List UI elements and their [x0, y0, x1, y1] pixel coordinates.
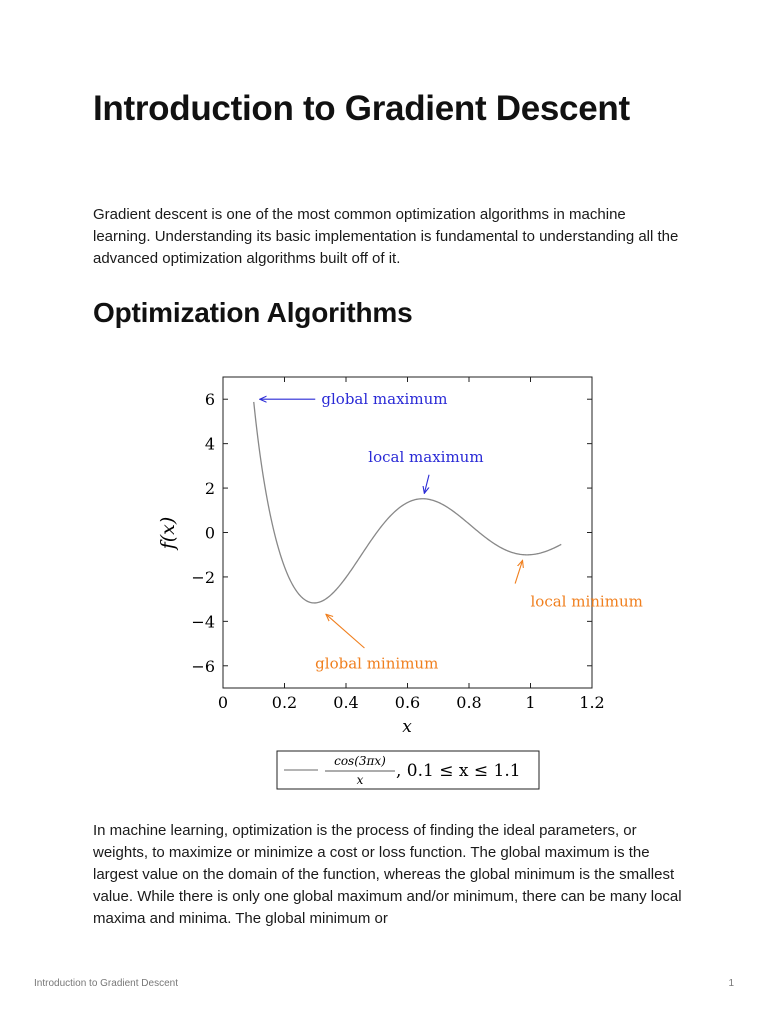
- y-tick-label: −6: [191, 656, 215, 676]
- x-tick-label: 0: [217, 693, 229, 712]
- y-tick-label: 2: [204, 479, 215, 499]
- x-axis-label: x: [402, 717, 412, 737]
- x-tick-label: 0.6: [394, 693, 421, 712]
- footer-page-number: 1: [728, 978, 734, 989]
- y-tick-label: −2: [191, 567, 215, 587]
- annotation-label: global minimum: [315, 654, 439, 673]
- function-curve: [254, 402, 562, 603]
- y-tick-label: 6: [204, 390, 215, 410]
- y-tick-label: 4: [204, 434, 215, 454]
- section-heading: Optimization Algorithms: [93, 297, 413, 328]
- footer-doc-title: Introduction to Gradient Descent: [34, 978, 178, 989]
- y-tick-label: 0: [204, 523, 215, 543]
- y-tick-label: −4: [191, 612, 215, 632]
- annotation-label: local minimum: [530, 592, 643, 611]
- x-tick-label: 1.2: [579, 693, 605, 712]
- y-axis-label: f(x): [157, 516, 179, 550]
- function-plot: [140, 360, 643, 800]
- x-tick-label: 0.8: [456, 693, 482, 712]
- annotation-arrow: [515, 560, 522, 583]
- legend-numerator: cos(3πx): [334, 754, 386, 768]
- legend-denominator: x: [356, 773, 364, 787]
- x-tick-label: 0.4: [333, 693, 359, 712]
- annotation-label: local maximum: [368, 447, 484, 466]
- annotation-arrow: [326, 614, 365, 648]
- x-tick-label: 1: [525, 693, 536, 712]
- plot-frame: [223, 377, 592, 688]
- annotation-label: global maximum: [321, 390, 448, 409]
- legend-range: , 0.1 ≤ x ≤ 1.1: [396, 761, 521, 781]
- body-paragraph: In machine learning, optimization is the process of finding the ideal parameters, or weights, to maximize or minimize a cost or loss function. The global maximum is the largest value on the domain of the function, whereas the global minimum is the smallest value. While there is only one global maximum and/or minimum, there can be many local maxima and minima. The global minimum or: [93, 822, 682, 927]
- intro-paragraph: Gradient descent is one of the most common optimization algorithms in machine learning. Understanding its basic implementation is fundamental to understanding all the advanced optimization algorithms built off of it.: [93, 206, 679, 267]
- page-title: Introduction to Gradient Descent: [93, 89, 630, 128]
- annotation-arrow: [424, 475, 429, 494]
- x-tick-label: 0.2: [271, 693, 298, 712]
